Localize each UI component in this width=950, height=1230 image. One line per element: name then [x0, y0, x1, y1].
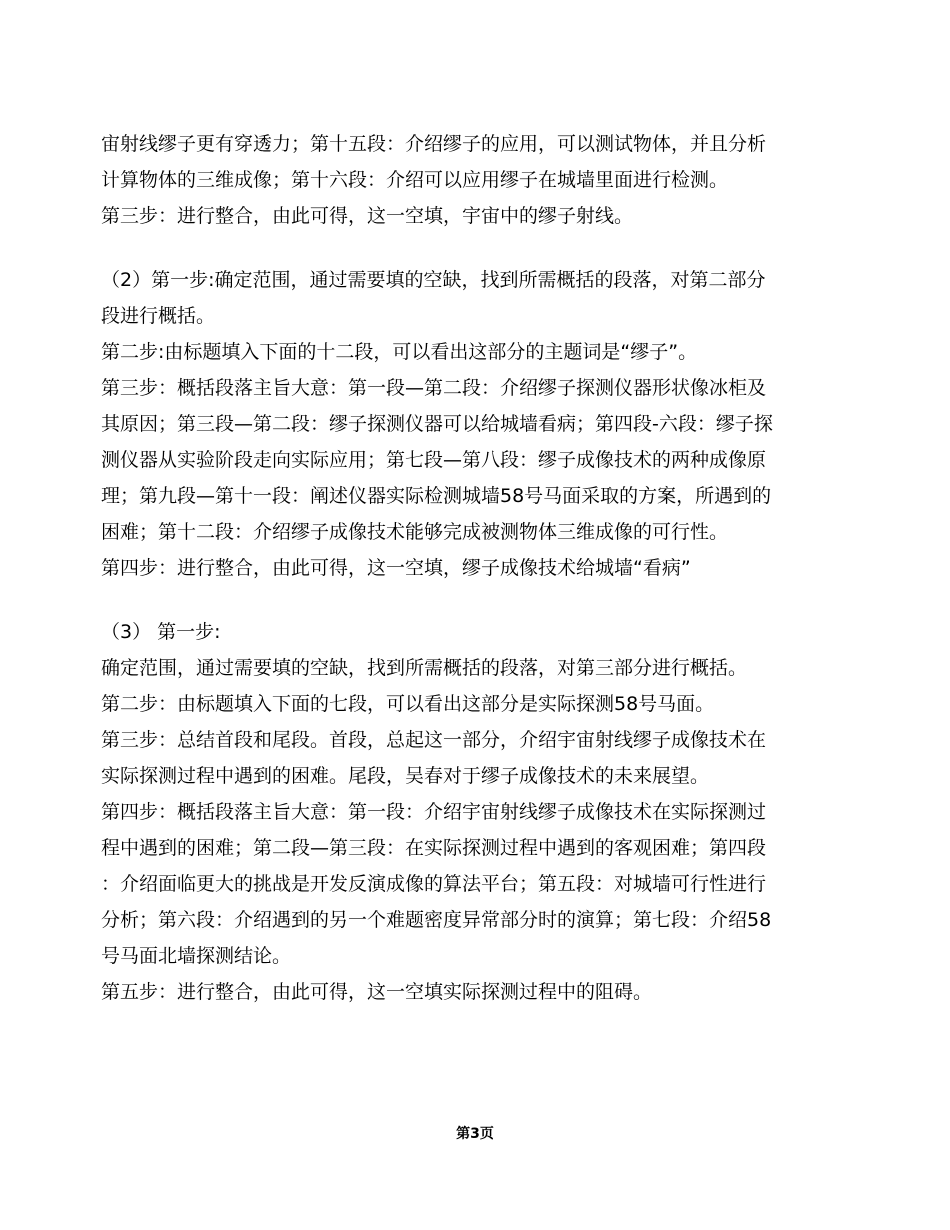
text-line: 第五步：进行整合，由此可得，这一空填实际探测过程中的阻碍。: [101, 981, 653, 1003]
text-line: ：介绍面临更大的挑战是开发反演成像的算法平台；第五段：对城墙可行性进行: [101, 873, 767, 895]
text-line: 确定范围，通过需要填的空缺，找到所需概括的段落，对第三部分进行概括。: [101, 657, 748, 679]
text-line: 分析；第六段：介绍遇到的另一个难题密度异常部分时的演算；第七段：介绍58: [101, 909, 772, 931]
text-line: 第三步：概括段落主旨大意：第一段—第二段：介绍缪子探测仪器形状像冰柜及: [101, 377, 767, 399]
text-line: 实际探测过程中遇到的困难。尾段，吴春对于缪子成像技术的未来展望。: [101, 765, 710, 787]
text-line: 第二步:由标题填入下面的十二段，可以看出这部分的主题词是“缪子”。: [101, 341, 698, 363]
text-line: 第四步：进行整合，由此可得，这一空填，缪子成像技术给城墙“看病”: [101, 557, 691, 579]
text-line: 困难；第十二段：介绍缪子成像技术能够完成被测物体三维成像的可行性。: [101, 521, 729, 543]
paragraph-section-2: [101, 262, 873, 586]
text-line: 宙射线缪子更有穿透力；第十五段：介绍缪子的应用，可以测试物体，并且分析: [101, 133, 767, 155]
text-line: 计算物体的三维成像；第十六段：介绍可以应用缪子在城墙里面进行检测。: [101, 169, 729, 191]
text-line: 第四步：概括段落主旨大意：第一段：介绍宇宙射线缪子成像技术在实际探测过: [101, 801, 767, 823]
paragraph-section-3: [101, 614, 873, 1010]
text-line: 段进行概括。: [101, 305, 216, 327]
text-line: 理；第九段—第十一段：阐述仪器实际检测城墙58号马面采取的方案，所遇到的: [101, 485, 772, 507]
text-line: 第三步：进行整合，由此可得，这一空填，宇宙中的缪子射线。: [101, 205, 634, 227]
text-line: 第三步：总结首段和尾段。首段，总起这一部分，介绍宇宙射线缪子成像技术在: [101, 729, 767, 751]
text-line: 第二步：由标题填入下面的七段，可以看出这部分是实际探测58号马面。: [101, 693, 715, 715]
text-line: 号马面北墙探测结论。: [101, 945, 292, 967]
paragraph-spacer: [101, 234, 873, 262]
text-line: 测仪器从实验阶段走向实际应用；第七段—第八段：缪子成像技术的两种成像原: [101, 449, 767, 471]
text-line: （3） 第一步:: [101, 621, 221, 643]
text-line: 程中遇到的困难；第二段—第三段：在实际探测过程中遇到的客观困难；第四段: [101, 837, 767, 859]
text-line: （2）第一步:确定范围，通过需要填的空缺，找到所需概括的段落，对第二部分: [101, 269, 766, 291]
paragraph-spacer: [101, 586, 873, 614]
text-line: 其原因；第三段—第二段：缪子探测仪器可以给城墙看病；第四段-六段：缪子探: [101, 413, 773, 435]
page-content: [101, 126, 873, 1010]
paragraph-section-1: [101, 126, 873, 234]
page-number: 第3页: [456, 1126, 494, 1142]
